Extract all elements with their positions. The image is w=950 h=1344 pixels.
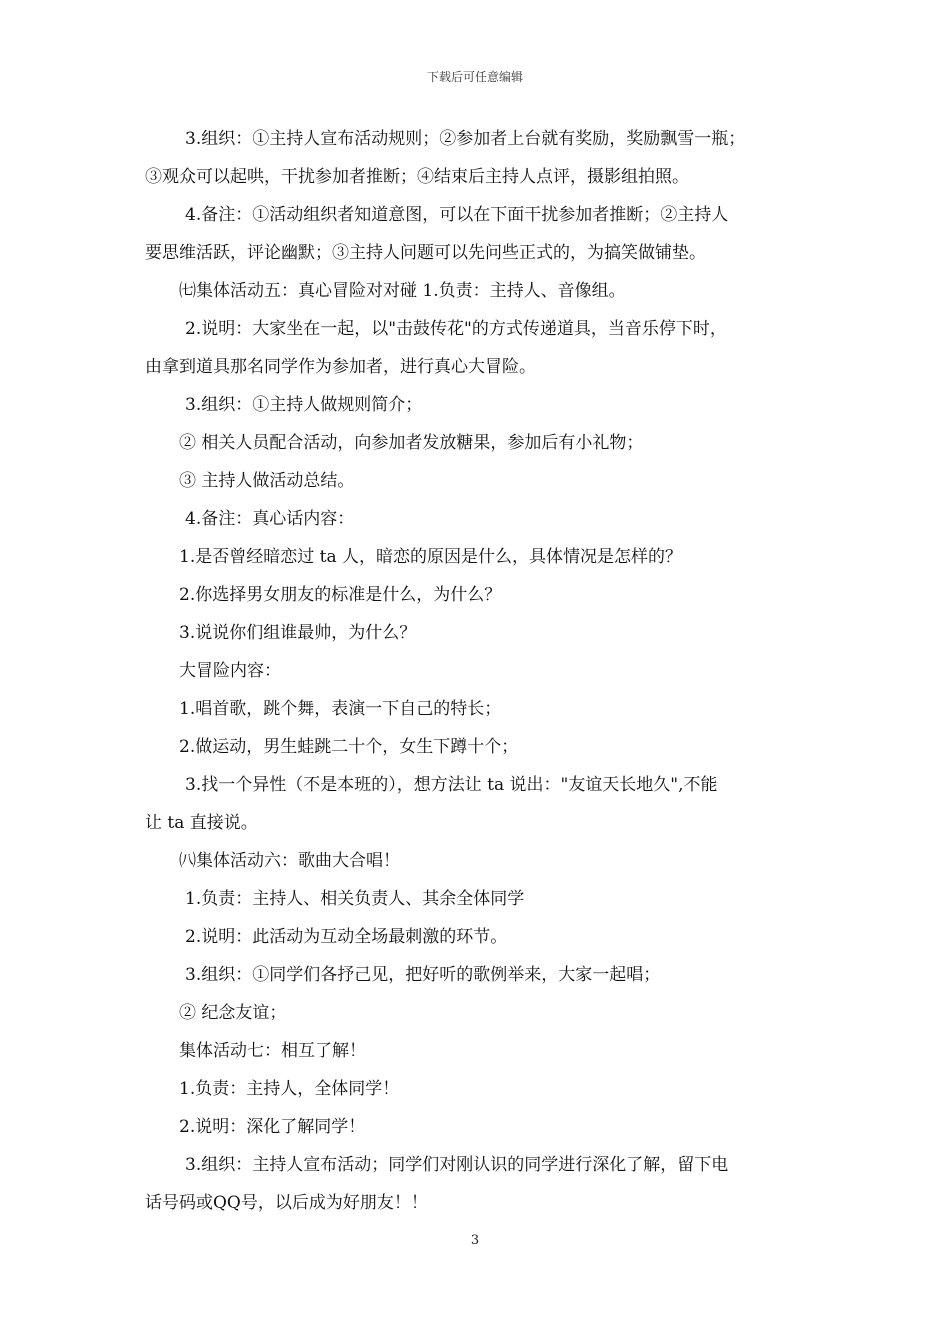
list-item: 1.唱首歌，跳个舞，表演一下自己的特长； [179,699,502,719]
paragraph: 话号码或QQ号，以后成为好朋友！！ [145,1193,428,1213]
paragraph: ② 相关人员配合活动，向参加者发放糖果，参加后有小礼物； [179,433,644,453]
section-heading: 集体活动七：相互了解！ [179,1041,366,1061]
list-item: 1.是否曾经暗恋过 ta 人，暗恋的原因是什么，具体情况是怎样的？ [179,547,682,567]
page-number: 3 [470,1233,480,1248]
paragraph: 让 ta 直接说。 [145,813,258,833]
document-body [145,120,810,1222]
paragraph: 4.备注：①活动组织者知道意图，可以在下面干扰参加者推断；②主持人 [185,205,729,225]
paragraph: ③观众可以起哄，干扰参加者推断；④结束后主持人点评，摄影组拍照。 [145,167,689,187]
paragraph: 1.负责：主持人、相关负责人、其余全体同学 [185,889,525,909]
list-item: 3.找一个异性（不是本班的），想方法让 ta 说出："友谊天长地久",不能 [185,775,718,795]
paragraph: 2.说明：大家坐在一起，以"击鼓传花"的方式传递道具，当音乐停下时， [185,319,727,339]
section-heading: ㈧集体活动六：歌曲大合唱！ [179,851,400,871]
subheading: 大冒险内容： [179,661,281,681]
section-heading: ㈦集体活动五：真心冒险对对碰 1.负责：主持人、音像组。 [179,281,626,301]
paragraph: 3.组织：①主持人宣布活动规则；②参加者上台就有奖励，奖励飘雪一瓶； [185,129,746,149]
paragraph: 3.组织：主持人宣布活动；同学们对刚认识的同学进行深化了解，留下电 [185,1155,729,1175]
list-item: 2.你选择男女朋友的标准是什么，为什么？ [179,585,502,605]
paragraph: ② 纪念友谊； [179,1003,287,1023]
list-item: 1.负责：主持人，全体同学！ [179,1079,400,1099]
page-header: 下载后可任意编辑 [426,70,523,84]
paragraph: 3.组织：①同学们各抒己见，把好听的歌例举来，大家一起唱； [185,965,661,985]
list-item: 2.说明：深化了解同学！ [179,1117,366,1137]
list-item: 3.说说你们组谁最帅，为什么？ [179,623,417,643]
paragraph: 由拿到道具那名同学作为参加者，进行真心大冒险。 [145,357,536,377]
list-item: 2.做运动，男生蛙跳二十个，女生下蹲十个； [179,737,519,757]
paragraph: 2.说明：此活动为互动全场最刺激的环节。 [185,927,508,947]
paragraph: ③ 主持人做活动总结。 [179,471,355,491]
paragraph: 3.组织：①主持人做规则简介； [185,395,423,415]
paragraph: 4.备注：真心话内容： [185,509,355,529]
paragraph: 要思维活跃，评论幽默；③主持人问题可以先问些正式的，为搞笑做铺垫。 [145,243,706,263]
